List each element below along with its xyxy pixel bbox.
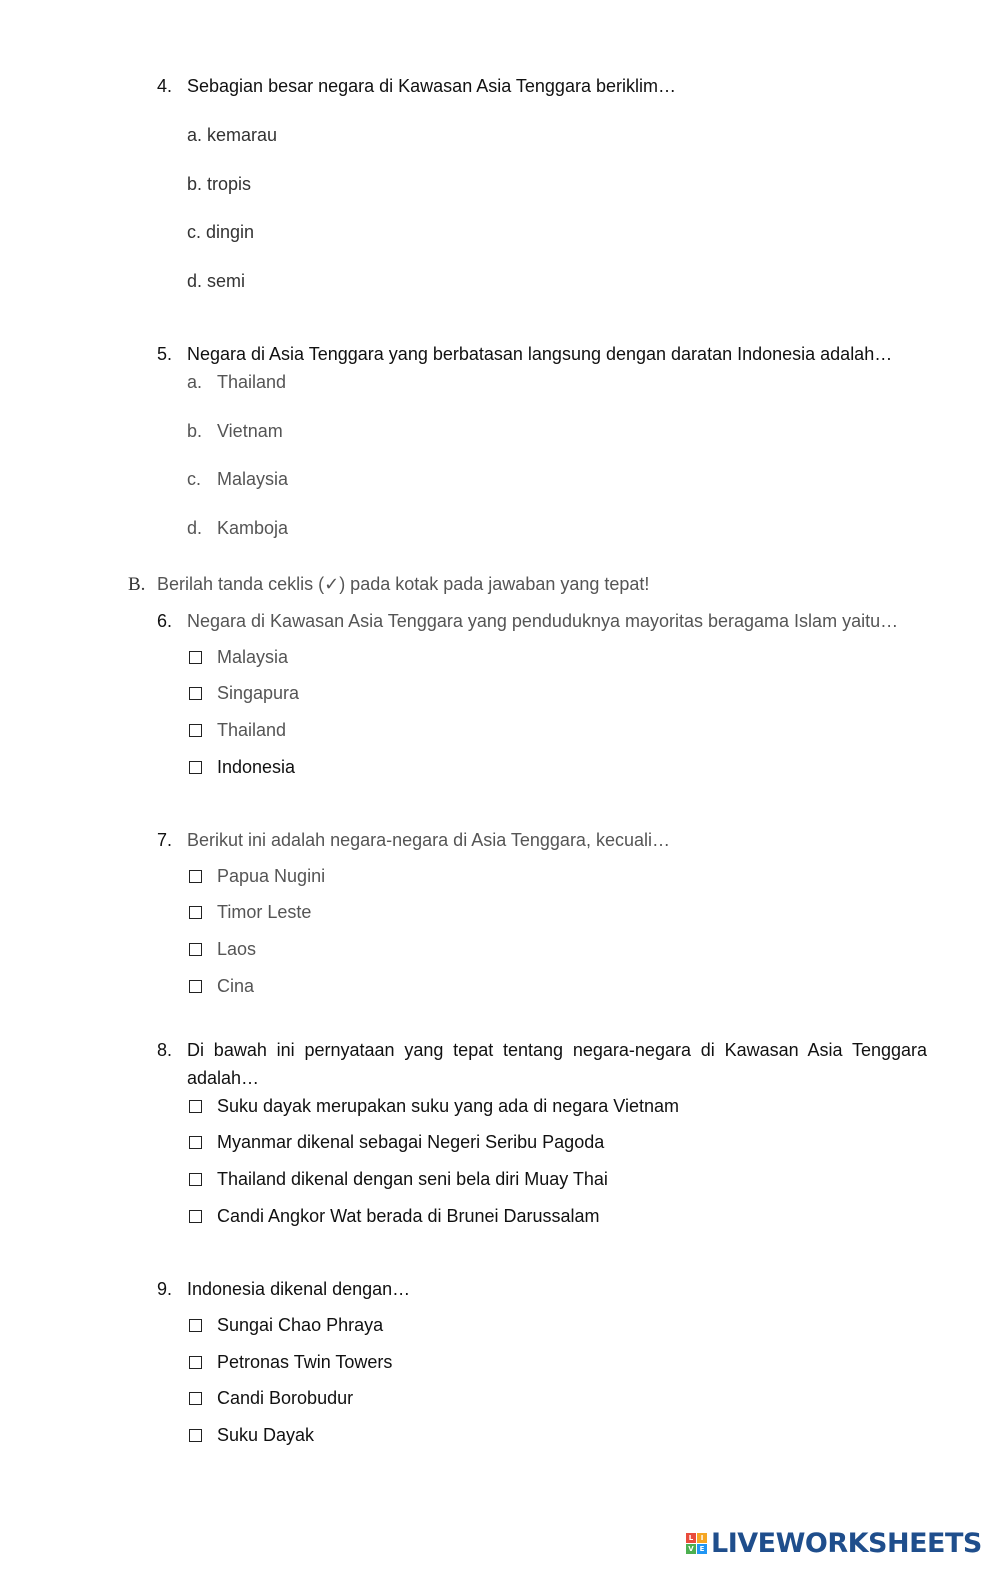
checkbox[interactable]: [189, 980, 202, 993]
option-b[interactable]: b. tropis: [187, 174, 252, 194]
instruction-text: [157, 574, 649, 595]
question-number: 9.: [157, 1279, 173, 1299]
option-label: Candi Borobudur: [217, 1388, 354, 1408]
question-text-line-2: adalah…: [187, 1068, 260, 1088]
question-number: 7.: [157, 830, 173, 850]
option-letter: b.: [187, 421, 203, 441]
checkbox[interactable]: [189, 1392, 202, 1405]
option-label: Cina: [217, 976, 255, 996]
question-text: Negara di Kawasan Asia Tenggara yang penduduknya mayoritas beragama Islam yaitu…: [187, 611, 899, 631]
option-letter: c.: [187, 469, 202, 489]
checkbox[interactable]: [189, 651, 202, 664]
checkbox[interactable]: [189, 724, 202, 737]
option-label: Suku dayak merupakan suku yang ada di negara Vietnam: [217, 1096, 679, 1116]
check-mark-icon: ✓: [324, 574, 340, 594]
option-letter: d.: [187, 518, 203, 538]
option-label: Petronas Twin Towers: [217, 1352, 393, 1372]
option-label: Thailand: [217, 720, 287, 740]
option-label: Timor Leste: [217, 902, 312, 922]
checkbox[interactable]: [189, 943, 202, 956]
logo-tile: V: [686, 1544, 696, 1554]
question-number: 6.: [157, 611, 173, 631]
option-label: Suku Dayak: [217, 1425, 315, 1445]
option-label: Laos: [217, 939, 257, 959]
question-text: Berikut ini adalah negara-negara di Asia Tenggara, kecuali…: [187, 830, 670, 850]
checkbox[interactable]: [189, 1356, 202, 1369]
section-letter: B.: [128, 574, 146, 595]
question-text: Indonesia dikenal dengan…: [187, 1279, 411, 1299]
checkbox[interactable]: [189, 1173, 202, 1186]
option-b[interactable]: Vietnam: [217, 421, 283, 441]
logo-tile: L: [686, 1533, 696, 1543]
option-a[interactable]: Thailand: [217, 372, 287, 392]
checkbox[interactable]: [189, 1319, 202, 1332]
checkbox[interactable]: [189, 687, 202, 700]
checkbox[interactable]: [189, 1210, 202, 1223]
logo-mark-icon: [686, 1533, 707, 1554]
option-label: Malaysia: [217, 647, 289, 667]
logo-tile: I: [697, 1533, 707, 1543]
option-label: Sungai Chao Phraya: [217, 1315, 384, 1335]
option-c[interactable]: c. dingin: [187, 222, 255, 242]
option-label: Candi Angkor Wat berada di Brunei Darussalam: [217, 1206, 600, 1226]
option-d[interactable]: Kamboja: [217, 518, 289, 538]
option-a[interactable]: a. kemarau: [187, 125, 278, 145]
option-label: Myanmar dikenal sebagai Negeri Seribu Pagoda: [217, 1132, 605, 1152]
checkbox[interactable]: [189, 906, 202, 919]
checkbox[interactable]: [189, 870, 202, 883]
logo-tile: E: [697, 1544, 707, 1554]
option-label: Thailand dikenal dengan seni bela diri Muay Thai: [217, 1169, 608, 1189]
checkbox[interactable]: [189, 761, 202, 774]
option-d[interactable]: d. semi: [187, 271, 246, 291]
instruction-part-2: ) pada kotak pada jawaban yang tepat!: [339, 574, 650, 594]
question-text: Negara di Asia Tenggara yang berbatasan langsung dengan daratan Indonesia adalah…: [187, 344, 893, 364]
instruction-part-1: Berilah tanda ceklis (: [157, 574, 325, 594]
option-letter: a.: [187, 372, 203, 392]
liveworksheets-logo: [686, 1527, 982, 1559]
checkbox[interactable]: [189, 1100, 202, 1113]
logo-text: LIVEWORKSHEETS: [711, 1527, 982, 1559]
option-label: Singapura: [217, 683, 300, 703]
checkbox[interactable]: [189, 1429, 202, 1442]
option-label: Indonesia: [217, 757, 296, 777]
question-number: 4.: [157, 76, 173, 96]
option-label: Papua Nugini: [217, 866, 326, 886]
question-number: 8.: [157, 1040, 173, 1060]
checkbox[interactable]: [189, 1136, 202, 1149]
question-text-line-1: Di bawah ini pernyataan yang tepat tentang negara-negara di Kawasan Asia Tenggara: [187, 1040, 927, 1060]
option-c[interactable]: Malaysia: [217, 469, 289, 489]
question-number: 5.: [157, 344, 173, 364]
question-text: Sebagian besar negara di Kawasan Asia Tenggara beriklim…: [187, 76, 676, 96]
